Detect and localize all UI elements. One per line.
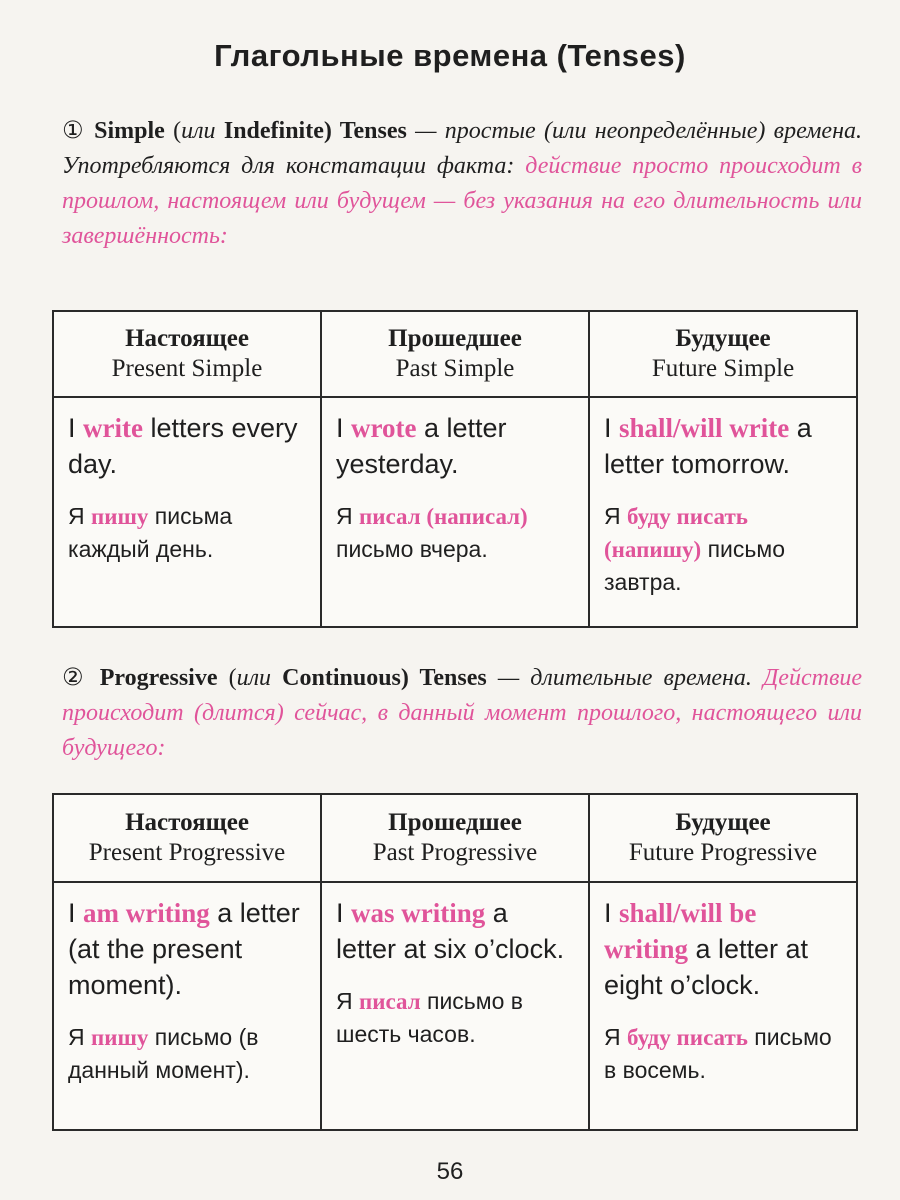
- simple-tenses-table: [52, 310, 858, 628]
- header-en: Present Progressive: [88, 839, 286, 866]
- header-en: Present Simple: [111, 355, 263, 382]
- header-present: [53, 794, 321, 882]
- header-future: [589, 794, 857, 882]
- header-en: Future Simple: [651, 355, 795, 382]
- ili-word: или: [181, 118, 216, 144]
- table-row: [53, 882, 857, 1130]
- section-description: — простые (или неопределённые) времена. Употребляются для констатации факта:: [62, 118, 862, 179]
- table-header-row: [53, 794, 857, 882]
- paren: (: [173, 118, 182, 144]
- ili-word: или: [236, 665, 272, 691]
- table-row: [53, 397, 857, 627]
- russian-translation: Я писал (написал) письмо вчера.: [336, 503, 528, 562]
- example-cell-present: [53, 397, 321, 627]
- section-highlight-text: Действие происходит (длится) сейчас, в данный момент прошлого, настоящего или будущего:: [62, 665, 863, 761]
- term-continuous: Continuous) Tenses: [282, 665, 487, 691]
- header-ru: Будущее: [675, 325, 771, 352]
- header-ru: Настоящее: [125, 809, 249, 836]
- example-cell-past: [321, 882, 589, 1130]
- header-en: Past Progressive: [372, 839, 538, 866]
- example-cell-future: [589, 397, 857, 627]
- russian-translation: Я буду писать (напишу) письмо завтра.: [604, 503, 785, 595]
- section-simple-intro: [62, 113, 862, 254]
- english-example: I am writing a letter (at the present moment).: [68, 898, 300, 1000]
- russian-translation: Я пишу письмо (в данный момент).: [68, 1024, 259, 1083]
- section-highlight-text: действие просто происходит в прошлом, настоящем или будущем — без указания на его длительность или завершённость:: [62, 153, 863, 249]
- header-en: Future Progressive: [628, 839, 818, 866]
- example-cell-future: [589, 882, 857, 1130]
- english-example: I shall/will write a letter tomorrow.: [604, 413, 812, 479]
- english-example: I write letters every day.: [68, 413, 298, 479]
- term-progressive: Progressive: [99, 665, 218, 691]
- russian-translation: Я пишу письма каждый день.: [68, 503, 233, 562]
- page-number: 56: [436, 1158, 464, 1185]
- english-example: I was writing a letter at six o’clock.: [336, 898, 565, 964]
- russian-translation: Я буду писать письмо в восемь.: [604, 1024, 832, 1083]
- section-number: ②: [62, 663, 89, 691]
- paren: (: [228, 665, 237, 691]
- russian-translation: Я писал письмо в шесть часов.: [336, 988, 523, 1047]
- term-indefinite: Indefinite) Tenses: [223, 118, 407, 144]
- header-ru: Будущее: [675, 809, 771, 836]
- term-simple: Simple: [94, 118, 165, 144]
- section-number: ①: [62, 116, 86, 144]
- header-future: [589, 311, 857, 397]
- page-title: Глагольные времена (Tenses): [214, 38, 686, 73]
- header-ru: Прошедшее: [388, 809, 522, 836]
- english-example: I wrote a letter yesterday.: [336, 413, 507, 479]
- section-description: — длительные времена.: [497, 665, 752, 691]
- section-progressive-intro: [62, 660, 862, 766]
- header-en: Past Simple: [395, 355, 515, 382]
- progressive-tenses-table: [52, 793, 858, 1131]
- english-example: I shall/will be writing a letter at eight o’clock.: [604, 898, 809, 1000]
- header-ru: Настоящее: [125, 325, 249, 352]
- table-header-row: [53, 311, 857, 397]
- example-cell-present: [53, 882, 321, 1130]
- header-past: [321, 311, 589, 397]
- example-cell-past: [321, 397, 589, 627]
- header-present: [53, 311, 321, 397]
- header-past: [321, 794, 589, 882]
- header-ru: Прошедшее: [388, 325, 522, 352]
